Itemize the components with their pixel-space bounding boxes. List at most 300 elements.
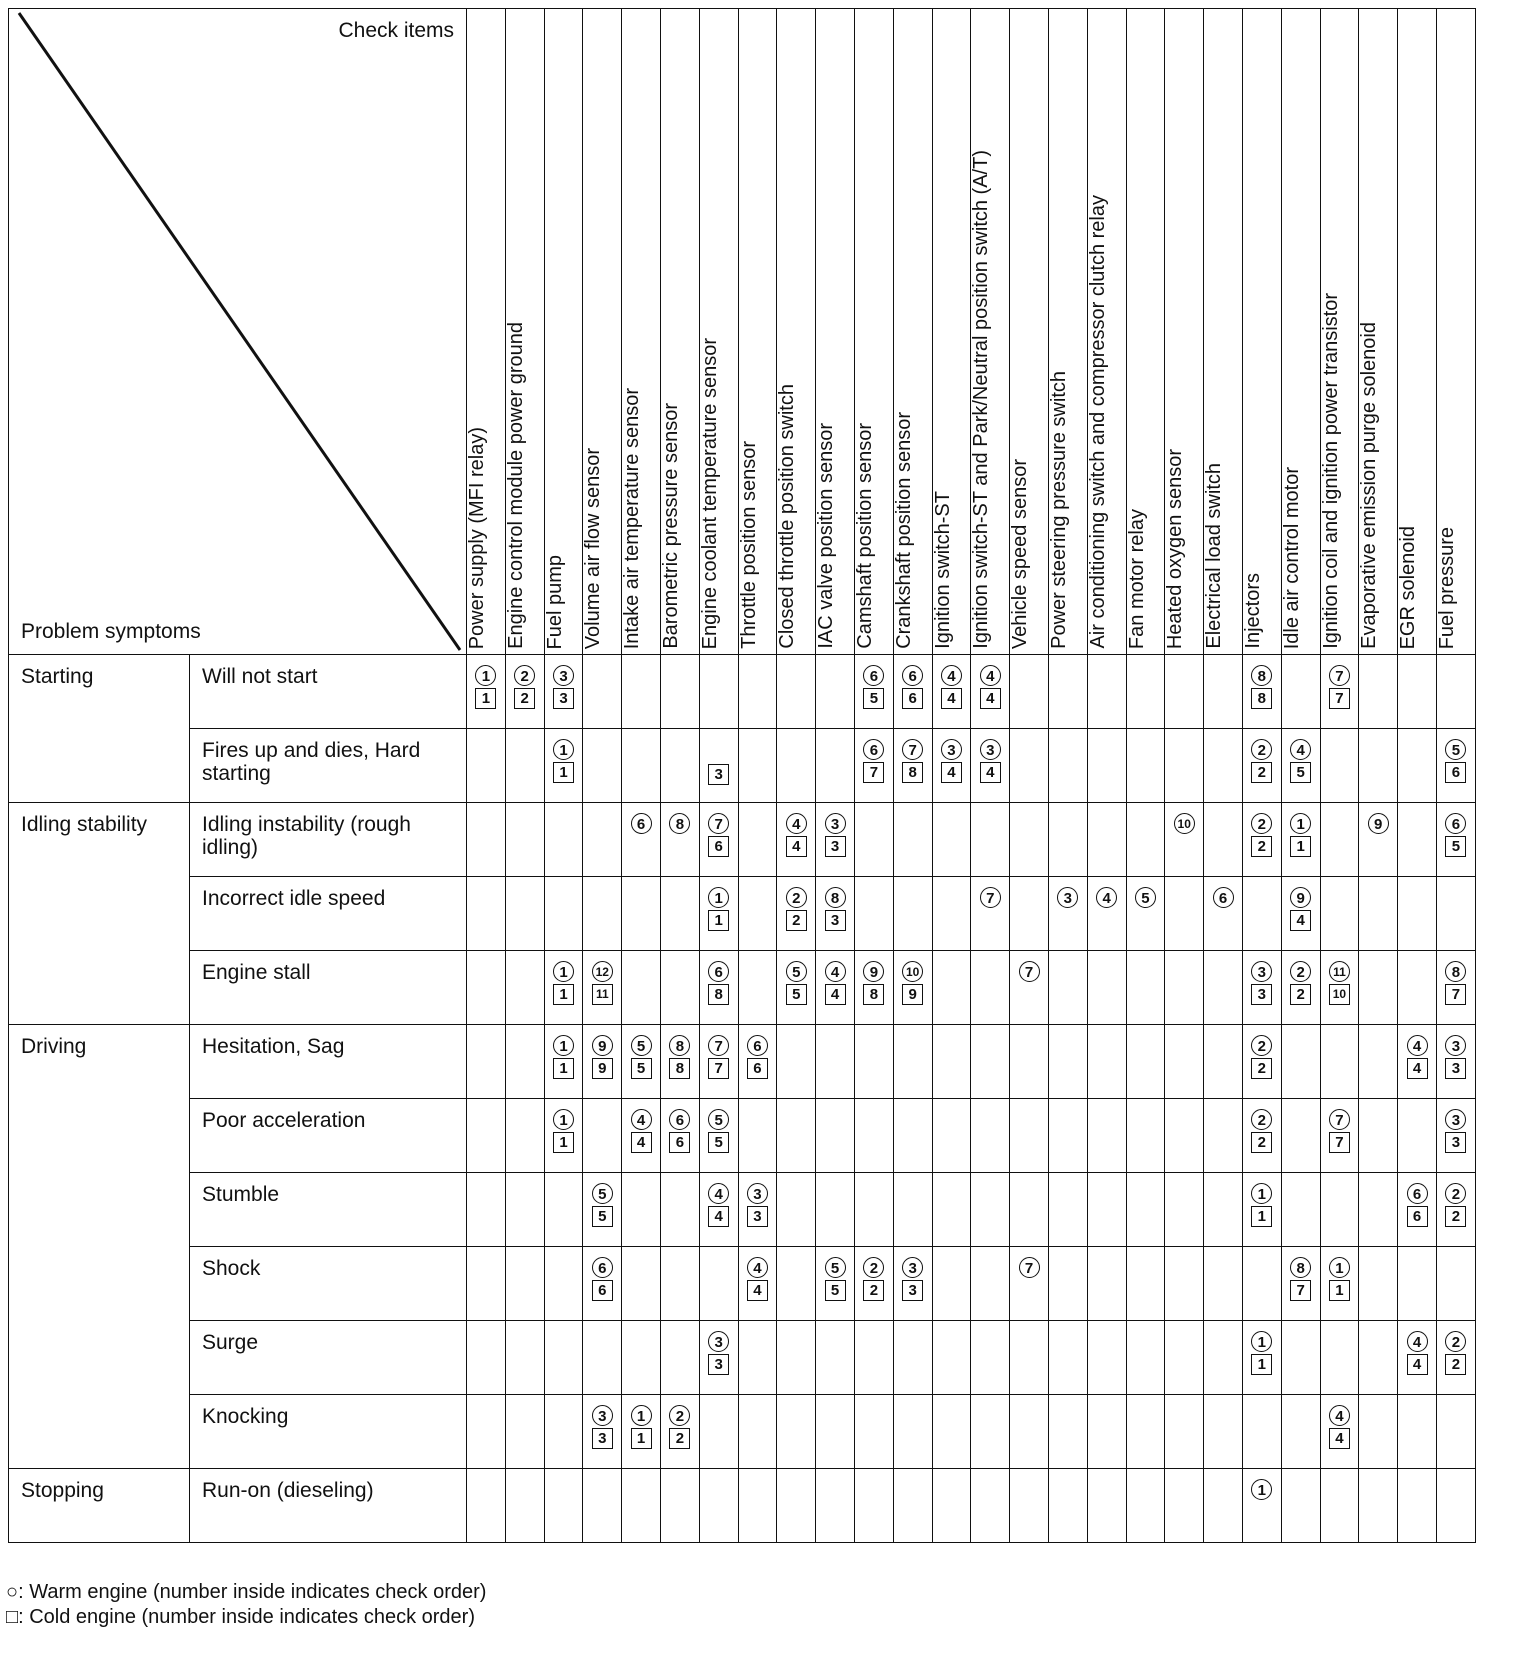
column-header-label: Ignition coil and ignition power transistor [1319,293,1342,649]
table-row [9,1173,1476,1247]
check-cell [777,1469,816,1543]
check-cell [738,729,777,803]
warm-order-circle: 2 [1251,813,1272,834]
cold-order-square: 2 [1251,1132,1272,1153]
check-cell [777,1395,816,1469]
cold-order-square: 4 [941,688,962,709]
check-cell [1359,1321,1398,1395]
warm-order-circle: 4 [825,961,846,982]
symptom-cell: Hesitation, Sag [190,1025,467,1099]
cold-order-square: 7 [863,762,884,783]
cold-order-square: 1 [708,910,729,931]
check-cell [816,1099,855,1173]
check-cell [738,1395,777,1469]
category-cell: Idling stability [9,803,190,1025]
warm-order-circle: 2 [1290,961,1311,982]
check-cell [622,1173,661,1247]
warm-order-circle: 4 [1329,1405,1350,1426]
column-header [738,9,777,655]
check-cell [660,803,699,877]
check-cell [932,1173,971,1247]
table-row [9,1395,1476,1469]
check-cell [1398,877,1437,951]
warm-order-circle: 12 [592,961,613,982]
check-cell [699,877,738,951]
check-cell [1165,1395,1204,1469]
check-cell [1359,655,1398,729]
check-cell [738,1247,777,1321]
column-header [1436,9,1475,655]
check-cell [660,1173,699,1247]
check-cell [971,1321,1010,1395]
check-cell [971,1395,1010,1469]
legend [6,1580,486,1630]
symptom-cell: Run-on (dieseling) [190,1469,467,1543]
warm-order-circle: 4 [1290,739,1311,760]
check-cell [1281,1173,1320,1247]
check-cell [505,1025,544,1099]
cold-order-square: 3 [902,1280,923,1301]
corner-header [9,9,467,655]
check-cell [1320,729,1359,803]
check-cell [467,729,506,803]
cold-order-square: 2 [1251,1058,1272,1079]
check-cell [505,1247,544,1321]
cold-order-square: 3 [1445,1132,1466,1153]
check-cell [1204,803,1243,877]
check-cell [1398,951,1437,1025]
check-cell [1204,1469,1243,1543]
warm-order-circle: 8 [669,813,690,834]
check-cell [893,1173,932,1247]
column-header-label: Intake air temperature sensor [621,387,644,649]
check-cell [932,729,971,803]
category-cell: Starting [9,655,190,803]
warm-order-circle: 1 [1329,1257,1350,1278]
check-cell [1359,729,1398,803]
table-row [9,803,1476,877]
symptom-cell: Knocking [190,1395,467,1469]
column-header-label: Power steering pressure switch [1047,371,1070,649]
warm-order-circle: 4 [631,1109,652,1130]
cold-order-square: 1 [1290,836,1311,857]
warm-order-circle: 4 [786,813,807,834]
warm-order-circle: 3 [1057,887,1078,908]
check-cell [660,1395,699,1469]
check-cell [1359,1469,1398,1543]
cold-order-square: 1 [631,1428,652,1449]
column-header-label: EGR solenoid [1397,525,1420,649]
check-cell [1087,655,1126,729]
check-cell [932,1469,971,1543]
category-cell: Stopping [9,1469,190,1543]
check-cell [1048,655,1087,729]
cold-order-square: 2 [669,1428,690,1449]
check-cell [467,1321,506,1395]
warm-order-circle: 2 [1251,739,1272,760]
cold-order-square: 3 [592,1428,613,1449]
check-cell [1320,877,1359,951]
check-cell [1320,1321,1359,1395]
warm-order-circle: 3 [941,739,962,760]
check-cell [1126,1321,1165,1395]
warm-order-circle: 1 [553,1109,574,1130]
column-header [1204,9,1243,655]
column-header [544,9,583,655]
check-cell [1126,655,1165,729]
check-cell [893,1247,932,1321]
check-cell [1242,1173,1281,1247]
warm-order-circle: 3 [1445,1109,1466,1130]
warm-order-circle: 1 [708,887,729,908]
check-cell [1436,1099,1475,1173]
check-cell [854,1321,893,1395]
cold-order-square: 3 [1445,1058,1466,1079]
warm-order-circle: 9 [1290,887,1311,908]
warm-order-circle: 10 [902,961,923,982]
check-cell [1048,951,1087,1025]
warm-order-circle: 1 [1251,1331,1272,1352]
cold-order-square: 7 [1445,984,1466,1005]
check-cell [1281,877,1320,951]
warm-order-circle: 2 [1445,1183,1466,1204]
cold-order-square: 4 [980,762,1001,783]
check-cell [971,1247,1010,1321]
column-header [893,9,932,655]
column-header [1359,9,1398,655]
check-cell [1320,1025,1359,1099]
check-cell [738,877,777,951]
symptom-cell: Stumble [190,1173,467,1247]
check-cell [660,1469,699,1543]
check-cell [1048,1321,1087,1395]
cold-order-square: 7 [1329,1132,1350,1153]
check-cell [1359,951,1398,1025]
check-cell [1320,1173,1359,1247]
symptom-cell: Engine stall [190,951,467,1025]
check-cell [1320,951,1359,1025]
warm-order-circle: 4 [747,1257,768,1278]
table-row [9,1099,1476,1173]
cold-order-square: 4 [1290,910,1311,931]
warm-order-circle: 6 [902,665,923,686]
check-cell [738,1173,777,1247]
symptom-cell: Will not start [190,655,467,729]
check-cell [854,1173,893,1247]
table-row [9,951,1476,1025]
warm-order-circle: 1 [475,665,496,686]
check-cell [699,803,738,877]
column-header-label: Engine control module power ground [504,322,527,649]
warm-order-circle: 5 [708,1109,729,1130]
check-cell [816,655,855,729]
check-cell [1359,1173,1398,1247]
check-cell [854,951,893,1025]
check-cell [699,1247,738,1321]
check-cell [971,729,1010,803]
cold-order-square: 11 [592,984,613,1005]
column-header [583,9,622,655]
check-cell [1010,1173,1049,1247]
cold-order-square: 5 [631,1058,652,1079]
check-cell [738,1025,777,1099]
cold-order-square: 8 [669,1058,690,1079]
cold-order-square: 6 [902,688,923,709]
column-header [1048,9,1087,655]
warm-order-circle: 7 [708,813,729,834]
check-cell [1242,655,1281,729]
check-cell [544,729,583,803]
check-cell [583,877,622,951]
check-cell [622,1321,661,1395]
column-header-label: Fuel pressure [1435,526,1458,649]
warm-order-circle: 4 [1407,1035,1428,1056]
warm-order-circle: 7 [1019,1257,1040,1278]
column-header-label: Fuel pump [543,554,566,649]
warm-order-circle: 2 [1251,1035,1272,1056]
check-cell [544,1025,583,1099]
check-cell [622,803,661,877]
check-cell [1126,1247,1165,1321]
warm-order-circle: 4 [1096,887,1117,908]
check-cell [1126,803,1165,877]
column-header-label: Power supply (MFI relay) [466,426,488,649]
warm-order-circle: 3 [1445,1035,1466,1056]
check-cell [777,655,816,729]
check-cell [1010,1469,1049,1543]
warm-order-circle: 9 [863,961,884,982]
check-cell [1087,803,1126,877]
column-header-label: Air conditioning switch and compressor clutch relay [1086,195,1109,649]
check-cell [893,1025,932,1099]
check-cell [1436,1247,1475,1321]
check-cell [583,1321,622,1395]
check-cell [1436,877,1475,951]
check-items-label: Check items [338,19,454,42]
warm-order-circle: 2 [863,1257,884,1278]
check-cell [583,1247,622,1321]
check-cell [1398,1099,1437,1173]
check-cell [1010,1247,1049,1321]
check-cell [699,1025,738,1099]
check-cell [1359,1247,1398,1321]
check-cell [505,1173,544,1247]
cold-order-square: 1 [1251,1354,1272,1375]
check-cell [893,1321,932,1395]
cold-order-square: 3 [825,910,846,931]
cold-order-square: 6 [708,836,729,857]
check-cell [932,803,971,877]
warm-order-circle: 8 [1290,1257,1311,1278]
problem-symptoms-label: Problem symptoms [21,620,201,643]
cold-order-square: 8 [902,762,923,783]
check-cell [1048,803,1087,877]
check-cell [1320,1247,1359,1321]
check-cell [893,655,932,729]
check-cell [1165,803,1204,877]
column-header [505,9,544,655]
check-cell [854,1247,893,1321]
check-cell [932,1025,971,1099]
check-cell [1204,655,1243,729]
table-row [9,877,1476,951]
check-cell [505,1469,544,1543]
column-header [660,9,699,655]
check-cell [1165,1469,1204,1543]
check-cell [583,951,622,1025]
cold-order-square: 8 [1251,688,1272,709]
check-cell [1281,1099,1320,1173]
column-header-label: Evaporative emission purge solenoid [1358,322,1381,649]
check-cell [1204,951,1243,1025]
cold-order-square: 5 [592,1206,613,1227]
check-cell [1204,1321,1243,1395]
warm-order-circle: 9 [592,1035,613,1056]
cold-order-square: 1 [553,984,574,1005]
check-cell [1126,951,1165,1025]
warm-order-circle: 7 [1329,665,1350,686]
check-cell [1281,951,1320,1025]
check-cell [1242,729,1281,803]
warm-order-circle: 6 [631,813,652,834]
check-cell [660,1321,699,1395]
check-cell [854,877,893,951]
check-cell [1165,1025,1204,1099]
warm-order-circle: 4 [1407,1331,1428,1352]
cold-order-square: 9 [592,1058,613,1079]
check-cell [854,803,893,877]
warm-order-circle: 1 [553,961,574,982]
cold-order-square: 7 [708,1058,729,1079]
check-cell [738,803,777,877]
check-cell [816,1395,855,1469]
warm-order-circle: 6 [1213,887,1234,908]
warm-order-circle: 1 [1290,813,1311,834]
check-cell [1048,1247,1087,1321]
column-header-label: Barometric pressure sensor [659,403,682,649]
legend-warm: ○: Warm engine (number inside indicates check order) [6,1581,487,1603]
check-cell [1281,1247,1320,1321]
check-cell [932,877,971,951]
check-cell [544,1247,583,1321]
cold-order-square: 3 [708,764,729,785]
cold-order-square: 4 [631,1132,652,1153]
check-cell [893,1395,932,1469]
check-cell [699,729,738,803]
symptom-cell: Surge [190,1321,467,1395]
legend-cold: □: Cold engine (number inside indicates check order) [6,1606,475,1628]
check-cell [1436,655,1475,729]
check-cell [971,655,1010,729]
check-cell [971,1025,1010,1099]
check-cell [1242,1247,1281,1321]
cold-order-square: 2 [1251,762,1272,783]
check-cell [622,1247,661,1321]
check-cell [1165,951,1204,1025]
column-header [971,9,1010,655]
check-cell [544,951,583,1025]
table-row [9,655,1476,729]
warm-order-circle: 5 [825,1257,846,1278]
warm-order-circle: 3 [592,1405,613,1426]
check-cell [660,951,699,1025]
table-row [9,1321,1476,1395]
check-cell [1359,877,1398,951]
check-cell [1242,1099,1281,1173]
check-cell [1087,729,1126,803]
check-cell [660,1025,699,1099]
column-header [1165,9,1204,655]
diagonal-line [9,9,466,654]
cold-order-square: 4 [708,1206,729,1227]
warm-order-circle: 8 [669,1035,690,1056]
check-cell [971,1173,1010,1247]
check-cell [1126,1173,1165,1247]
check-cell [1087,951,1126,1025]
check-cell [583,803,622,877]
check-cell [1087,1099,1126,1173]
check-cell [1436,1025,1475,1099]
check-cell [816,1025,855,1099]
column-header [1281,9,1320,655]
warm-order-circle: 6 [863,665,884,686]
warm-order-circle: 8 [1251,665,1272,686]
check-cell [583,1025,622,1099]
check-cell [1087,1247,1126,1321]
check-cell [1242,1321,1281,1395]
check-cell [1281,1025,1320,1099]
warm-order-circle: 1 [553,1035,574,1056]
check-cell [1010,877,1049,951]
check-cell [1048,1395,1087,1469]
cold-order-square: 4 [1329,1428,1350,1449]
check-cell [699,951,738,1025]
check-cell [505,803,544,877]
warm-order-circle: 6 [669,1109,690,1130]
cold-order-square: 2 [1290,984,1311,1005]
warm-order-circle: 1 [631,1405,652,1426]
check-cell [505,655,544,729]
check-cell [467,1247,506,1321]
warm-order-circle: 5 [631,1035,652,1056]
check-cell [893,803,932,877]
check-cell [1242,951,1281,1025]
column-header [1242,9,1281,655]
warm-order-circle: 6 [1445,813,1466,834]
cold-order-square: 3 [1251,984,1272,1005]
check-cell [699,655,738,729]
check-cell [816,1247,855,1321]
check-cell [622,1395,661,1469]
check-cell [1204,1173,1243,1247]
column-header-label: Engine coolant temperature sensor [698,337,721,649]
cold-order-square: 8 [863,984,884,1005]
column-header [777,9,816,655]
check-cell [1242,877,1281,951]
check-cell [1320,655,1359,729]
cold-order-square: 6 [747,1058,768,1079]
warm-order-circle: 5 [1135,887,1156,908]
warm-order-circle: 7 [980,887,1001,908]
warm-order-circle: 2 [669,1405,690,1426]
cold-order-square: 4 [825,984,846,1005]
check-cell [1165,1321,1204,1395]
cold-order-square: 2 [1445,1354,1466,1375]
check-cell [777,1025,816,1099]
warm-order-circle: 1 [1251,1479,1272,1500]
cold-order-square: 2 [786,910,807,931]
column-header [1010,9,1049,655]
